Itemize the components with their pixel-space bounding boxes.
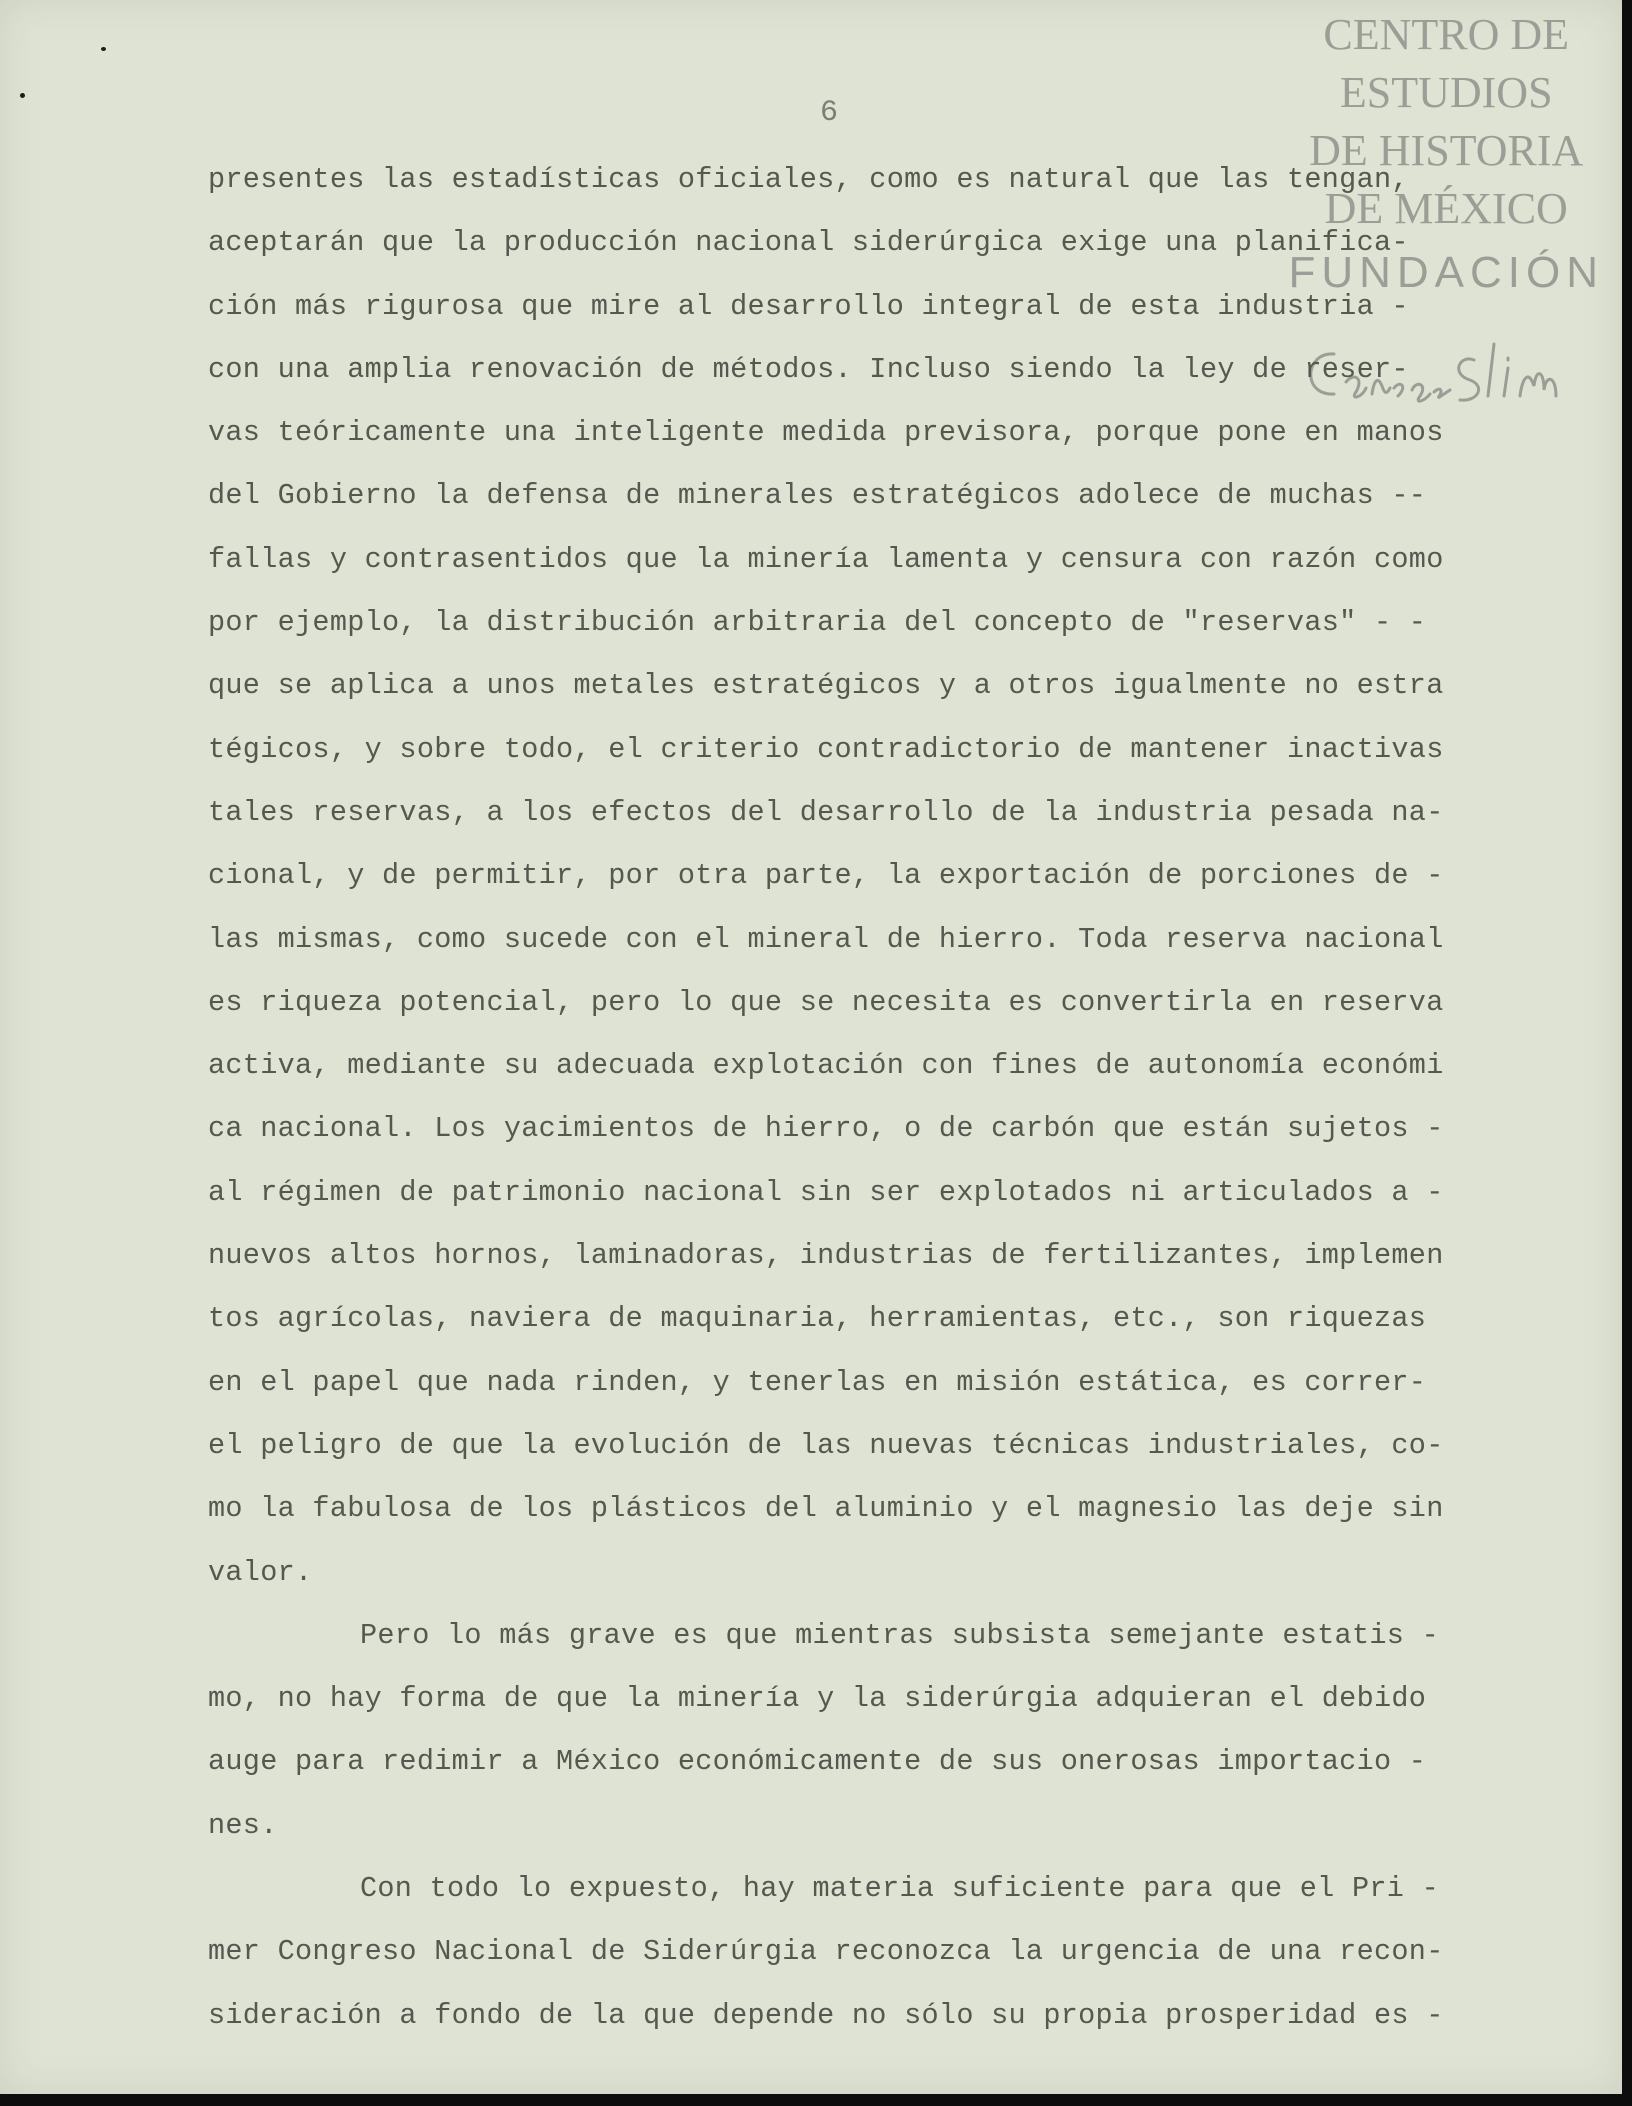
paragraph-start-line: Pero lo más grave es que mientras subsista semejante estatis - <box>360 1618 1439 1652</box>
text-line: al régimen de patrimonio nacional sin ser explotados ni articulados a - <box>208 1175 1444 1209</box>
text-line: con una amplia renovación de métodos. Incluso siendo la ley de reser- <box>208 352 1409 386</box>
text-line: mer Congreso Nacional de Siderúrgia reconozca la urgencia de una recon- <box>208 1935 1444 1969</box>
text-line: el peligro de que la evolución de las nuevas técnicas industriales, co- <box>208 1428 1444 1462</box>
page-number: 6 <box>820 96 839 130</box>
text-line: sideración a fondo de la que depende no sólo su propia prosperidad es - <box>208 1998 1444 2032</box>
text-line: las mismas, como sucede con el mineral de hierro. Toda reserva nacional <box>208 922 1444 956</box>
text-line: ca nacional. Los yacimientos de hierro, o de carbón que están sujetos - <box>208 1112 1444 1146</box>
text-line: tégicos, y sobre todo, el criterio contradictorio de mantener inactivas <box>208 732 1444 766</box>
text-line: ción más rigurosa que mire al desarrollo integral de esta industria - <box>208 289 1409 323</box>
text-line: presentes las estadísticas oficiales, como es natural que las tengan, <box>208 163 1409 196</box>
watermark-line: DE MÉXICO <box>1324 184 1568 233</box>
text-line: vas teóricamente una inteligente medida previsora, porque pone en manos <box>208 416 1444 450</box>
text-line: auge para redimir a México económicamente de sus onerosas importacio - <box>208 1745 1427 1779</box>
watermark-line: CENTRO DE <box>1323 10 1570 59</box>
ink-speck <box>101 47 106 51</box>
text-line: activa, mediante su adecuada explotación con fines de autonomía económi <box>208 1049 1444 1083</box>
text-line: tales reservas, a los efectos del desarrollo de la industria pesada na- <box>208 795 1444 829</box>
text-line: tos agrícolas, naviera de maquinaria, herramientas, etc., son riquezas <box>208 1302 1427 1336</box>
typed-body-text <box>208 148 1578 2047</box>
text-line: por ejemplo, la distribución arbitraria del concepto de "reservas" - - <box>208 606 1427 640</box>
text-line: fallas y contrasentidos que la minería lamenta y censura con razón como <box>208 542 1444 576</box>
paragraph-start-line: Con todo lo expuesto, hay materia suficiente para que el Pri - <box>360 1872 1439 1906</box>
text-line: mo, no hay forma de que la minería y la siderúrgia adquieran el debido <box>208 1682 1427 1716</box>
text-line: cional, y de permitir, por otra parte, la exportación de porciones de - <box>208 859 1444 893</box>
text-line: mo la fabulosa de los plásticos del aluminio y el magnesio las deje sin <box>208 1492 1444 1526</box>
text-line: que se aplica a unos metales estratégicos y a otros igualmente no estra <box>208 669 1444 703</box>
ink-speck <box>20 93 25 98</box>
text-line: del Gobierno la defensa de minerales estratégicos adolece de muchas -- <box>208 479 1427 513</box>
watermark-foundation: FUNDACIÓN <box>1288 248 1604 297</box>
text-line: nes. <box>208 1808 278 1842</box>
text-line: nuevos altos hornos, laminadoras, industrias de fertilizantes, implemen <box>208 1239 1444 1273</box>
text-line: en el papel que nada rinden, y tenerlas en misión estática, es correr- <box>208 1365 1427 1399</box>
text-line: valor. <box>208 1555 313 1589</box>
text-line: es riqueza potencial, pero lo que se necesita es convertirla en reserva <box>208 985 1444 1019</box>
watermark-line: DE HISTORIA <box>1309 126 1584 175</box>
text-line: aceptarán que la producción nacional siderúrgica exige una planifica- <box>208 226 1409 260</box>
watermark-line: ESTUDIOS <box>1339 68 1553 117</box>
